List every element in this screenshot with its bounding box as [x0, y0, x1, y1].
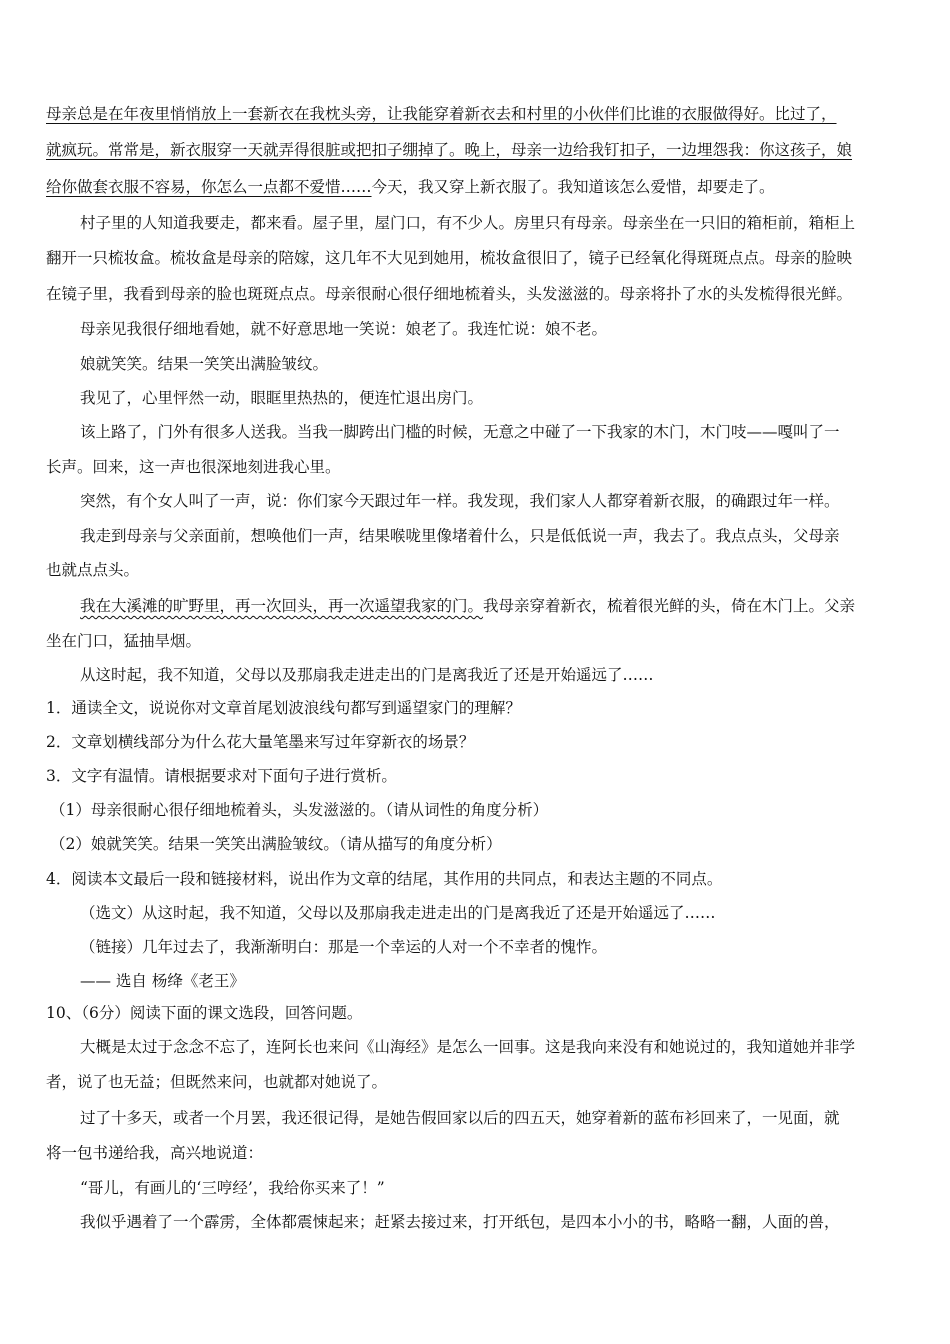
paragraph-line: 也就点点头。 — [46, 561, 140, 579]
section-10-heading: 10、（6分）阅读下面的课文选段，回答问题。 — [46, 1004, 363, 1022]
question-4: 4．阅读本文最后一段和链接材料，说出作为文章的结尾，其作用的共同点，和表达主题的不同点。 — [46, 870, 723, 888]
paragraph-line: 者，说了也无益；但既然来问，也就都对她说了。 — [46, 1073, 388, 1091]
question-4-link: （链接）几年过去了，我渐渐明白：那是一个幸运的人对一个不幸者的愧怍。 — [80, 938, 608, 956]
paragraph-line: 该上路了，门外有很多人送我。当我一脚跨出门槛的时候，无意之中碰了一下我家的木门，木门吱——嘎叫了一 — [80, 423, 840, 441]
wavy-underlined-sentence: 我在大溪滩的旷野里，再一次回头，再一次遥望我家的门。 — [80, 597, 484, 615]
paragraph-line: 长声。回来，这一声也很深地刻进我心里。 — [46, 458, 341, 476]
underlined-passage-line: 就疯玩。常常是，新衣服穿一天就弄得很脏或把扣子绷掉了。晚上，母亲一边给我钉扣子，一边埋怨我：你这孩子，娘 — [46, 141, 853, 159]
paragraph-line: 大概是太过于念念不忘了，连阿长也来问《山海经》是怎么一回事。这是我向来没有和她说过的，我知道她并非学 — [80, 1038, 856, 1056]
question-2: 2．文章划横线部分为什么花大量笔墨来写过年穿新衣的场景？ — [46, 733, 475, 751]
question-3-part-2: （2）娘就笑笑。结果一笑笑出满脸皱纹。（请从描写的角度分析） — [50, 835, 502, 853]
underlined-passage-line: 母亲总是在年夜里悄悄放上一套新衣在我枕头旁，让我能穿着新衣去和村里的小伙伴们比谁的衣服做得好。比过了， — [46, 105, 837, 123]
paragraph-line: 母亲见我很仔细地看她，就不好意思地一笑说：娘老了。我连忙说：娘不老。 — [80, 320, 608, 338]
paragraph-line: 我见了，心里怦然一动，眼眶里热热的，便连忙退出房门。 — [80, 389, 484, 407]
text-span: 我母亲穿着新衣，梳着很光鲜的头，倚在木门上。父亲 — [483, 597, 856, 615]
paragraph-line: 过了十多天，或者一个月罢，我还很记得，是她告假回家以后的四五天，她穿着新的蓝布衫回来了，一见面，就 — [80, 1109, 840, 1127]
paragraph-line: 村子里的人知道我要走，都来看。屋子里，屋门口，有不少人。房里只有母亲。母亲坐在一只旧的箱柜前，箱柜上 — [80, 214, 856, 232]
paragraph-line: 坐在门口，猛抽旱烟。 — [46, 632, 202, 650]
paragraph-line: 翻开一只梳妆盒。梳妆盒是母亲的陪嫁，这几年不大见到她用，梳妆盒很旧了，镜子已经氧化得斑斑点点。母亲的脸映 — [46, 249, 853, 267]
paragraph-line: 将一包书递给我，高兴地说道： — [46, 1144, 264, 1162]
paragraph-line: 娘就笑笑。结果一笑笑出满脸皱纹。 — [80, 355, 329, 373]
question-3: 3．文字有温情。请根据要求对下面句子进行赏析。 — [46, 767, 397, 785]
question-4-excerpt: （选文）从这时起，我不知道，父母以及那扇我走进走出的门是离我近了还是开始遥远了…… — [80, 904, 716, 922]
paragraph-line: “哥儿，有画儿的‘三哼经’，我给你买来了！” — [80, 1179, 385, 1197]
paragraph-line: 我走到母亲与父亲面前，想唤他们一声，结果喉咙里像堵着什么，只是低低说一声，我去了。我点点头，父母亲 — [80, 527, 840, 545]
source-citation: —— 选自 杨绛《老王》 — [80, 972, 245, 990]
paragraph-line: 从这时起，我不知道，父母以及那扇我走进走出的门是离我近了还是开始遥远了…… — [80, 666, 654, 684]
question-1: 1．通读全文，说说你对文章首尾划波浪线句都写到遥望家门的理解？ — [46, 699, 521, 717]
paragraph-line — [80, 595, 855, 617]
paragraph-line: 在镜子里，我看到母亲的脸也斑斑点点。母亲很耐心很仔细地梳着头，头发滋滋的。母亲将扑了水的头发梳得很光鲜。 — [46, 285, 853, 303]
paragraph-line: 突然，有个女人叫了一声，说：你们家今天跟过年一样。我发现，我们家人人都穿着新衣服，的确跟过年一样。 — [80, 492, 840, 510]
paragraph-line — [46, 176, 775, 198]
underlined-passage-end: 给你做套衣服不容易，你怎么一点都不爱惜…… — [46, 178, 372, 196]
text-span: 今天，我又穿上新衣服了。我知道该怎么爱惜，却要走了。 — [371, 178, 775, 196]
question-3-part-1: （1）母亲很耐心很仔细地梳着头，头发滋滋的。（请从词性的角度分析） — [50, 801, 549, 819]
paragraph-line: 我似乎遇着了一个霹雳，全体都震悚起来；赶紧去接过来，打开纸包，是四本小小的书，略略一翻，人面的兽， — [80, 1213, 840, 1231]
